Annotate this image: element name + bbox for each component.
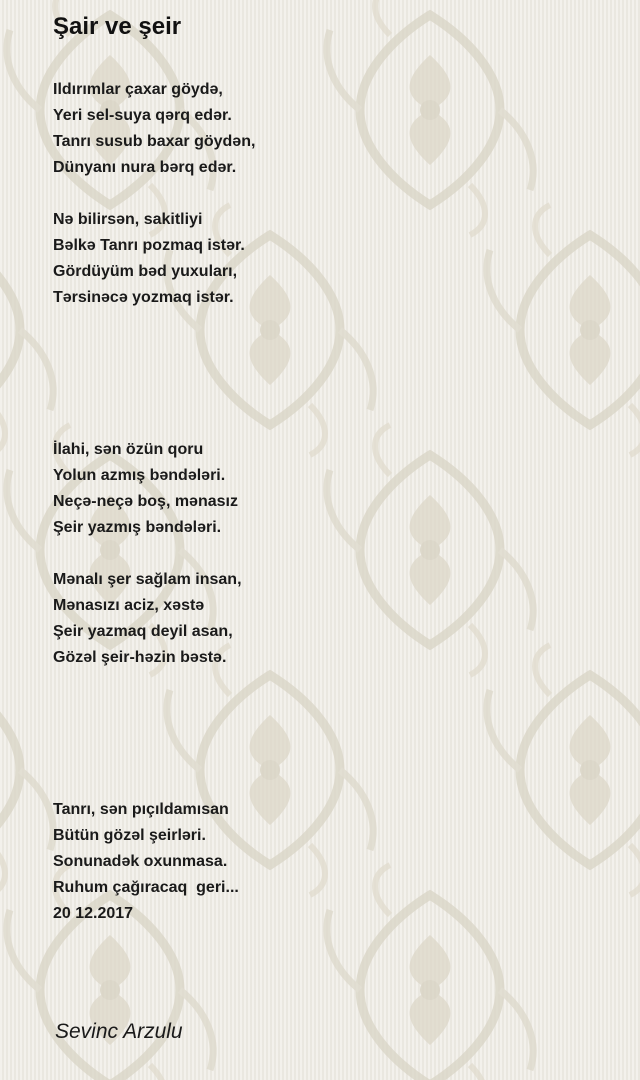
poem-line: Yeri sel-suya qərq edər. [53, 107, 232, 124]
stanza-2 [53, 207, 245, 311]
poem-line: Neçə-neçə boş, mənasız [53, 493, 238, 510]
poem-line: Mənasızı aciz, xəstə [53, 597, 205, 614]
stanza-1 [53, 77, 255, 181]
poem-line: Ildırımlar çaxar göydə, [53, 81, 223, 98]
poem-date: 20 12.2017 [53, 905, 134, 922]
poem-line: Şeir yazmaq deyil asan, [53, 623, 233, 640]
poem-line: Gözəl şeir-həzin bəstə. [53, 649, 227, 666]
stanza-4 [53, 567, 242, 671]
poem-line: Şeir yazmış bəndələri. [53, 519, 222, 536]
stanza-5 [53, 797, 239, 927]
poem-line: Tanrı, sən pıçıldamısan [53, 801, 229, 818]
stanza-3 [53, 437, 238, 541]
poem-line: Gördüyüm bəd yuxuları, [53, 263, 238, 280]
author-name: Sevinc Arzulu [55, 1020, 183, 1043]
poem-line: Mənalı şer sağlam insan, [53, 571, 242, 588]
poem-line: Tərsinəcə yozmaq istər. [53, 289, 234, 306]
poem-line: Tanrı susub baxar göydən, [53, 133, 256, 150]
poem-line: Dünyanı nura bərq edər. [53, 159, 237, 176]
poem-line: Yolun azmış bəndələri. [53, 467, 226, 484]
poem-line: Nə bilirsən, sakitliyi [53, 211, 203, 228]
poem-line: İlahi, sən özün qoru [53, 441, 204, 458]
poem-line: Bütün gözəl şeirləri. [53, 827, 206, 844]
poem-line: Ruhum çağıracaq geri... [53, 879, 239, 896]
poem-line: Bəlkə Tanrı pozmaq istər. [53, 237, 245, 254]
poem-line: Sonunadək oxunmasa. [53, 853, 228, 870]
poem-title: Şair ve şeir [53, 13, 182, 40]
